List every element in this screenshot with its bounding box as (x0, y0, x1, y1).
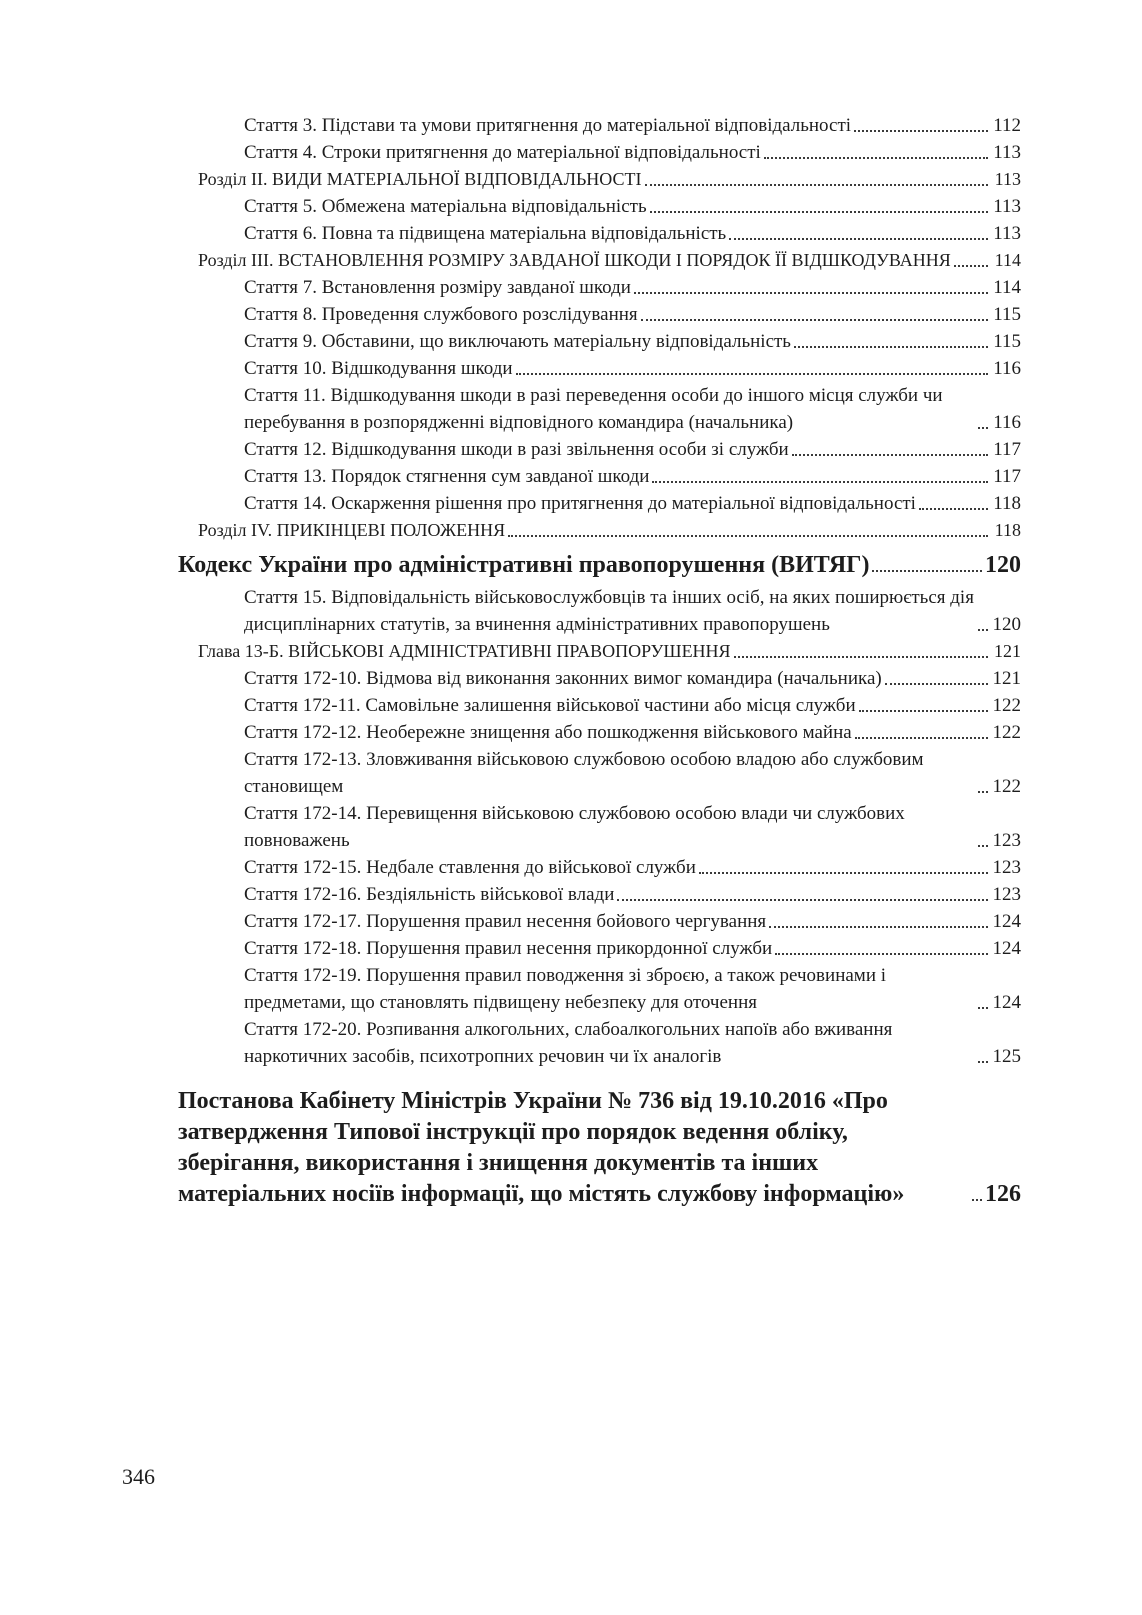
toc-entry-title: Стаття 11. Відшкодування шкоди в разі переведення особи до іншого місця служби чи перебування в розпорядженні відповідного командира (начальника) (244, 385, 943, 433)
toc-entry[interactable] (178, 746, 1021, 800)
toc-entry-title: Розділ IV. ПРИКІНЦЕВІ ПОЛОЖЕННЯ (198, 520, 506, 540)
dot-leader (794, 346, 988, 348)
toc-entry[interactable] (178, 382, 1021, 436)
toc-entry-title: Стаття 6. Повна та підвищена матеріальна відповідальність (244, 223, 727, 244)
dot-leader (978, 629, 988, 631)
toc-entry[interactable] (178, 112, 1021, 139)
toc-entry-title: Стаття 5. Обмежена матеріальна відповідальність (244, 196, 647, 217)
toc-entry-page: 122 (992, 695, 1021, 716)
toc-entry-title: Стаття 15. Відповідальність військовослужбовців та інших осіб, на яких поширюється дія дисциплінарних статутів, за вчинення адміністративних правопорушень (244, 587, 974, 635)
toc-entry-title: Стаття 172-12. Необережне знищення або пошкодження військового майна (244, 722, 852, 743)
toc-entry-page: 123 (992, 830, 1021, 851)
dot-leader (508, 535, 988, 537)
toc-entry[interactable] (178, 328, 1021, 355)
toc-entry-title: Розділ II. ВИДИ МАТЕРІАЛЬНОЇ ВІДПОВІДАЛЬНОСТІ (198, 169, 642, 189)
toc-entry-page: 123 (992, 884, 1021, 905)
toc-entry-page: 112 (993, 115, 1021, 136)
toc-entry[interactable] (178, 719, 1021, 746)
toc-entry-title: Стаття 172-19. Порушення правил поводження зі зброєю, а також речовинами і предметами, що становлять підвищену небезпеку для оточення (244, 965, 887, 1013)
toc-entry-page: 113 (993, 196, 1021, 217)
toc-entry-page: 118 (994, 520, 1021, 540)
dot-leader (954, 265, 988, 267)
toc-entry-title: Стаття 8. Проведення службового розслідування (244, 304, 638, 325)
toc-entry[interactable] (178, 436, 1021, 463)
toc-entry-page: 121 (994, 641, 1021, 661)
toc-section-entry[interactable] (178, 247, 1021, 274)
toc-chapter-entry[interactable] (178, 1086, 1021, 1210)
dot-leader (792, 454, 988, 456)
toc-entry-page: 113 (994, 169, 1021, 189)
toc-entry-page: 116 (993, 412, 1021, 433)
toc-entry-title: Стаття 172-11. Самовільне залишення військової частини або місця служби (244, 695, 856, 716)
toc-entry-page: 113 (993, 223, 1021, 244)
toc-entry[interactable] (178, 584, 1021, 638)
toc-entry[interactable] (178, 490, 1021, 517)
toc-entry-page: 124 (992, 911, 1021, 932)
dot-leader (641, 319, 988, 321)
toc-chapter-entry[interactable] (178, 549, 1021, 581)
dot-leader (617, 899, 988, 901)
toc-entry-page: 120 (985, 552, 1021, 578)
toc-entry[interactable] (178, 139, 1021, 166)
toc-entry-page: 116 (993, 358, 1021, 379)
dot-leader (769, 926, 988, 928)
dot-leader (516, 373, 988, 375)
toc-entry-title: Стаття 9. Обставини, що виключають матеріальну відповідальність (244, 331, 791, 352)
toc-entry-page: 117 (993, 466, 1021, 487)
toc-entry-title: Стаття 172-17. Порушення правил несення бойового чергування (244, 911, 767, 932)
toc-entry-page: 115 (993, 304, 1021, 325)
dot-leader (729, 238, 988, 240)
toc-entry-title: Стаття 14. Оскарження рішення про притягнення до матеріальної відповідальності (244, 493, 916, 514)
dot-leader (854, 130, 988, 132)
toc-entry-page: 124 (992, 938, 1021, 959)
toc-entry[interactable] (178, 854, 1021, 881)
toc-entry[interactable] (178, 881, 1021, 908)
dot-leader (978, 845, 988, 847)
dot-leader (978, 427, 988, 429)
toc-entry[interactable] (178, 935, 1021, 962)
toc-entry-title: Стаття 7. Встановлення розміру завданої шкоди (244, 277, 631, 298)
toc-entry[interactable] (178, 355, 1021, 382)
toc-entry-title: Стаття 172-14. Перевищення військовою службовою особою влади чи службових повноважень (244, 803, 905, 851)
toc-entry[interactable] (178, 665, 1021, 692)
toc-entry[interactable] (178, 908, 1021, 935)
dot-leader (775, 953, 988, 955)
toc-entry-page: 118 (993, 493, 1021, 514)
toc-entry-page: 126 (985, 1181, 1021, 1207)
dot-leader (855, 737, 988, 739)
toc-section-entry[interactable] (178, 517, 1021, 544)
toc-entry-title: Розділ III. ВСТАНОВЛЕННЯ РОЗМІРУ ЗАВДАНОЇ ШКОДИ І ПОРЯДОК ЇЇ ВІДШКОДУВАННЯ (198, 250, 951, 270)
toc-entry-title: Стаття 172-20. Розпивання алкогольних, слабоалкогольних напоїв або вживання наркотичних засобів, психотропних речовин чи їх аналогів (244, 1019, 893, 1067)
dot-leader (885, 683, 988, 685)
toc-entry-page: 114 (994, 250, 1021, 270)
toc-entry[interactable] (178, 220, 1021, 247)
dot-leader (872, 570, 982, 572)
toc-entry-title: Стаття 3. Підстави та умови притягнення до матеріальної відповідальності (244, 115, 852, 136)
dot-leader (978, 1007, 988, 1009)
dot-leader (634, 292, 988, 294)
toc-entry-page: 122 (992, 776, 1021, 797)
dot-leader (645, 184, 988, 186)
dot-leader (699, 872, 988, 874)
toc-entry-title: Стаття 4. Строки притягнення до матеріальної відповідальності (244, 142, 761, 163)
dot-leader (764, 157, 988, 159)
toc-entry-title: Стаття 172-10. Відмова від виконання законних вимог командира (начальника) (244, 668, 882, 689)
toc-entry[interactable] (178, 800, 1021, 854)
dot-leader (978, 1061, 988, 1063)
toc-section-entry[interactable] (178, 638, 1021, 665)
toc-entry-page: 124 (992, 992, 1021, 1013)
toc-entry[interactable] (178, 1016, 1021, 1070)
toc-entry[interactable] (178, 962, 1021, 1016)
dot-leader (972, 1199, 982, 1201)
toc-entry-page: 117 (993, 439, 1021, 460)
dot-leader (978, 791, 988, 793)
toc-chapter-title: Кодекс України про адміністративні правопорушення (ВИТЯГ) (178, 552, 870, 578)
dot-leader (652, 481, 988, 483)
toc-entry-page: 114 (993, 277, 1021, 298)
toc-section-entry[interactable] (178, 166, 1021, 193)
toc-entry[interactable] (178, 274, 1021, 301)
toc-entry-title: Стаття 10. Відшкодування шкоди (244, 358, 513, 379)
table-of-contents (178, 112, 1021, 1210)
toc-entry-title: Стаття 172-16. Бездіяльність військової влади (244, 884, 615, 905)
dot-leader (650, 211, 988, 213)
toc-entry-page: 120 (992, 614, 1021, 635)
dot-leader (859, 710, 988, 712)
toc-entry-page: 122 (992, 722, 1021, 743)
dot-leader (734, 656, 988, 658)
toc-entry-page: 115 (993, 331, 1021, 352)
toc-entry-page: 121 (992, 668, 1021, 689)
page-number: 346 (122, 1464, 155, 1489)
toc-entry[interactable] (178, 463, 1021, 490)
toc-entry-title: Стаття 172-13. Зловживання військовою службовою особою владою або службовим становищем (244, 749, 924, 797)
toc-entry[interactable] (178, 301, 1021, 328)
toc-entry-page: 123 (992, 857, 1021, 878)
toc-entry[interactable] (178, 692, 1021, 719)
toc-entry-title: Стаття 13. Порядок стягнення сум завданої шкоди (244, 466, 650, 487)
dot-leader (919, 508, 988, 510)
toc-entry-title: Стаття 172-15. Недбале ставлення до військової служби (244, 857, 696, 878)
toc-entry-page: 125 (992, 1046, 1021, 1067)
toc-entry-page: 113 (993, 142, 1021, 163)
toc-entry-title: Стаття 12. Відшкодування шкоди в разі звільнення особи зі служби (244, 439, 789, 460)
toc-entry-title: Стаття 172-18. Порушення правил несення прикордонної служби (244, 938, 773, 959)
toc-entry[interactable] (178, 193, 1021, 220)
toc-chapter-title: Постанова Кабінету Міністрів України № 736 від 19.10.2016 «Про затвердження Типової інструкції про порядок ведення обліку, зберігання, використання і знищення документів та інших матеріальних носіїв інформації, що містять службову інформацію» (178, 1088, 905, 1207)
toc-entry-title: Глава 13-Б. ВІЙСЬКОВІ АДМІНІСТРАТИВНІ ПРАВОПОРУШЕННЯ (198, 641, 731, 661)
